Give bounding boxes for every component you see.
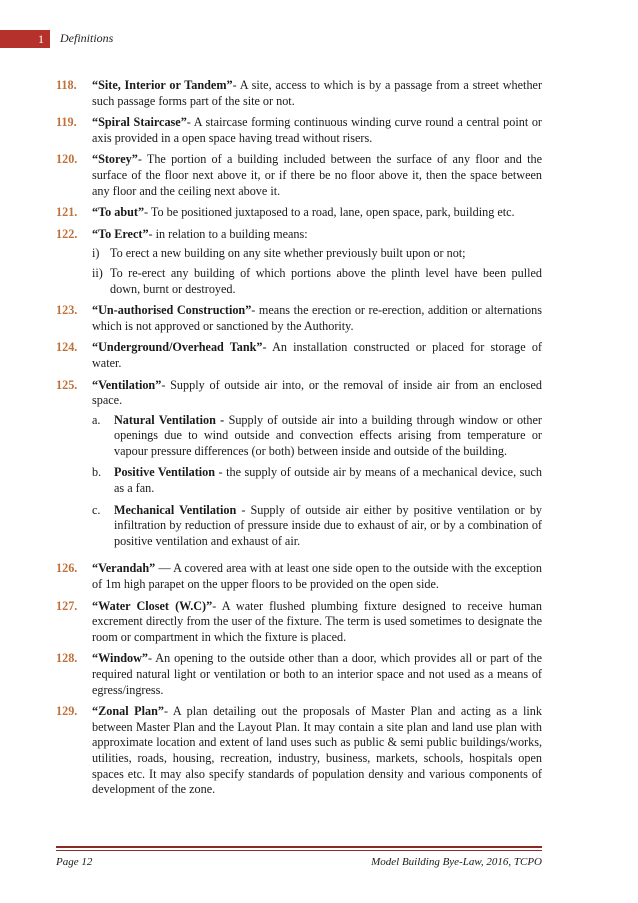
sub-definition-term: Natural Ventilation - (114, 412, 225, 427)
sub-item-marker: i) (92, 246, 100, 261)
chapter-number: 1 (0, 30, 50, 48)
definition-item (56, 599, 542, 646)
definition-term: “Ventilation” (92, 377, 162, 392)
definition-term: “Underground/Overhead Tank” (92, 340, 263, 355)
sub-definition (92, 503, 542, 550)
sub-item (92, 246, 542, 262)
definition-item (56, 227, 542, 297)
sub-item (92, 266, 542, 297)
definition-text: - in relation to a building means: (148, 226, 308, 241)
definition-body (92, 599, 542, 646)
sub-definition-term: Positive Ventilation (114, 465, 216, 480)
definition-body (92, 205, 542, 221)
sub-definition (92, 413, 542, 460)
definition-item (56, 78, 542, 109)
sub-item-text: To erect a new building on any site whether previously built upon or not; (110, 246, 466, 261)
definition-term: “To Erect” (92, 226, 149, 241)
definition-term: “Spiral Staircase” (92, 115, 187, 130)
page-header (0, 30, 638, 50)
definition-number: 122. (56, 226, 78, 241)
definition-text: — A covered area with at least one side open to the outside with the exception of 1m high parapet on the upper floors to be provided on the open side. (92, 561, 542, 592)
sub-definition-marker: a. (92, 412, 101, 427)
definition-number: 126. (56, 561, 78, 576)
definition-item (56, 561, 542, 592)
sub-item-marker: ii) (92, 265, 103, 280)
definition-item (56, 303, 542, 334)
definition-body (92, 561, 542, 592)
sub-definition-term: Mechanical Ventilation (114, 502, 237, 517)
definition-item (56, 205, 542, 221)
definition-number: 127. (56, 598, 78, 613)
sub-item-text: To re-erect any building of which portions above the plinth level have been pulled down, burnt or destroyed. (110, 265, 542, 296)
definition-text: - means the erection or re-erection, addition or alternations which is not approved or sanctioned by the Authority. (92, 303, 542, 333)
definition-term: “Water Closet (W.C)” (92, 598, 213, 613)
definition-number: 119. (56, 115, 77, 130)
definition-item (56, 704, 542, 798)
definition-number: 121. (56, 205, 78, 220)
definition-term: “Un-authorised Construction” (92, 303, 252, 318)
definition-number: 125. (56, 377, 78, 392)
definition-item (56, 378, 542, 556)
definition-item (56, 152, 542, 199)
definition-term: “Verandah” (92, 561, 156, 576)
definition-term: “Site, Interior or Tandem” (92, 78, 233, 92)
definition-body (92, 227, 542, 297)
definition-text: - A site, access to which is by a passage from a street whether such passage forms part of the site or not. (92, 78, 543, 108)
definition-body (92, 704, 542, 798)
sub-definition-body (114, 413, 542, 460)
definition-number: 120. (56, 152, 78, 167)
definition-item (56, 115, 542, 146)
definition-term: “To abut” (92, 205, 145, 220)
definition-term: “Zonal Plan” (92, 704, 164, 719)
sub-definition-marker: c. (92, 502, 101, 517)
definition-body (92, 152, 542, 199)
definition-item (56, 651, 542, 698)
definition-item (56, 340, 542, 371)
sub-definition (92, 465, 542, 496)
definition-text: - To be positioned juxtaposed to a road, lane, open space, park, building etc. (144, 205, 515, 220)
sub-definition-body (114, 503, 542, 550)
definition-number: 128. (56, 651, 78, 666)
definition-body (92, 378, 542, 556)
footer-rule (56, 846, 542, 848)
page-number: Page 12 (56, 856, 93, 868)
sub-definition-marker: b. (92, 465, 102, 480)
definition-body (92, 651, 542, 698)
sub-definition-text: - the supply of outside air by means of a mechanical device, such as a fan. (114, 465, 542, 496)
definition-number: 129. (56, 704, 78, 719)
definition-text: - A water flushed plumbing fixture designed to receive human excrement directly from the user of the fixture. The term is used sometimes to designate the room or compartment in which the fixture is placed. (92, 598, 542, 644)
sub-item-list (92, 246, 542, 297)
definition-text: - An installation constructed or placed for storage of water. (92, 340, 542, 370)
definition-term: “Window” (92, 651, 148, 666)
footer-rule-thin (56, 850, 542, 851)
definition-number: 118. (56, 78, 77, 92)
document-title: Model Building Bye-Law, 2016, TCPO (371, 856, 542, 868)
definition-text: - A plan detailing out the proposals of Master Plan and acting as a link between Master Plan and the Layout Plan. It may contain a site plan and land use plan with approximate location and extent of land uses such as public & semi public buildings/works, utilities, roads, housing, recreation, industry, business, markets, schools, hospitals open spaces etc. It may also specify standards of population density and various components of development of the zone. (92, 704, 542, 797)
definitions-list (56, 78, 542, 804)
definition-term: “Storey” (92, 152, 138, 167)
definition-text: - Supply of outside air into, or the removal of inside air from an enclosed space. (92, 377, 542, 408)
chapter-title: Definitions (60, 31, 114, 45)
definition-number: 124. (56, 340, 78, 355)
sub-definition-body (114, 465, 542, 496)
sub-definition-text: Supply of outside air into a building through window or other openings due to wind outside and convection effects arising from temperature or vapour pressure differences (or both) between inside and outside of the building. (114, 412, 542, 458)
sub-definition-text: - Supply of outside air either by positive ventilation or by infiltration by reduction of pressure inside due to exhaust of air, or by a combination of positive ventilation and exhaust of air. (114, 502, 543, 548)
definition-body (92, 78, 542, 109)
definition-body (92, 115, 542, 146)
definition-body (92, 303, 542, 334)
definition-number: 123. (56, 303, 78, 318)
definition-text: - The portion of a building included between the surface of any floor and the surface of the floor next above it, or if there be no floor above it, then the space between any floor and the ceiling next above it. (92, 152, 542, 198)
definition-body (92, 340, 542, 371)
definition-text: - An opening to the outside other than a door, which provides all or part of the required natural light or ventilation or both to an interior space and not used as a means of egress/ingress. (92, 651, 542, 697)
definition-text: - A staircase forming continuous winding curve round a central point or axis provided in a open space having tread without risers. (92, 115, 542, 145)
